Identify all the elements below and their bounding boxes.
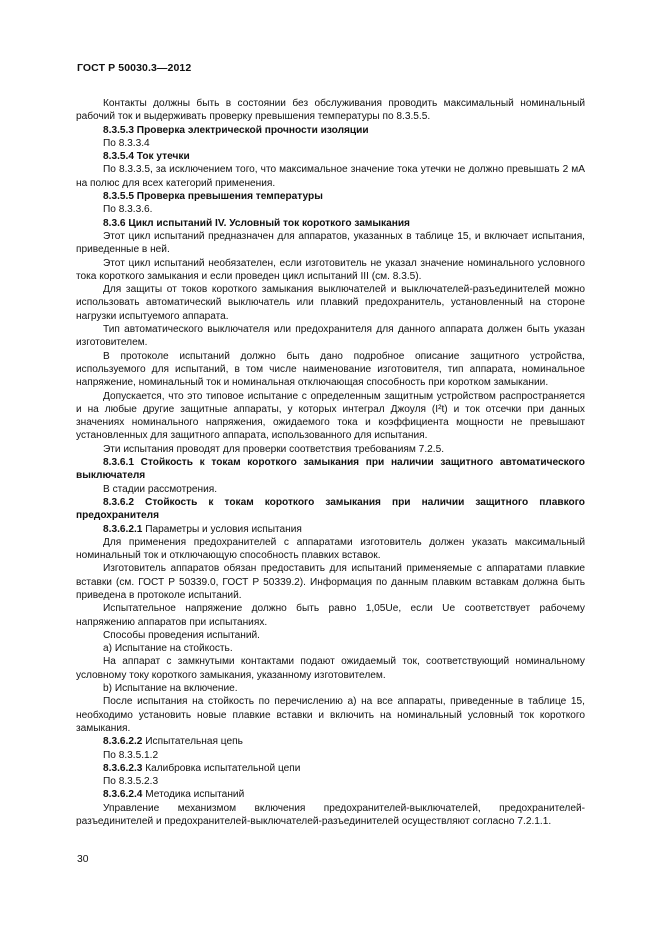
body-paragraph: По 8.3.5.1.2 [103, 749, 159, 761]
body-paragraph: В стадии рассмотрения. [103, 483, 218, 495]
section-number: 8.3.6.1 [103, 457, 134, 469]
section-number: 8.3.6.2 [103, 496, 134, 508]
body-paragraph: По 8.3.5.2.3 [103, 776, 159, 788]
body-paragraph: Для защиты от токов короткого замыкания выключателей и выключателей-разъединителей можно использовать автоматический выключатель или плавкий предохранитель, установленный на стороне нагрузки испытуемого аппарата. [76, 284, 585, 322]
document-standard-header: ГОСТ Р 50030.3—2012 [77, 62, 192, 74]
section-heading [76, 217, 585, 230]
subsection-title: Методика испытаний [145, 789, 245, 801]
body-paragraph: На аппарат с замкнутыми контактами подают ожидаемый ток, соответствующий номинальному условному току короткого замыкания, указанному изготовителем. [76, 656, 585, 681]
body-paragraph: Управление механизмом включения предохранителей-выключателей, предохранителей-разъединителей и предохранителей-выключателей-разъединителей осуществляют согласно 7.2.1.1. [76, 802, 585, 828]
section-number: 8.3.5.3 [103, 124, 134, 136]
section-number: 8.3.6 [103, 217, 126, 229]
list-item: b) Испытание на включение. [103, 683, 238, 695]
body-paragraph: Способы проведения испытаний. [103, 629, 260, 641]
subsection-number: 8.3.6.2.4 [103, 789, 143, 801]
body-paragraph: Испытательное напряжение должно быть равно 1,05Ue, если Ue соответствует рабочему напряжению аппаратов при испытаниях. [76, 603, 585, 628]
subsection-heading [76, 788, 585, 801]
section-heading [76, 496, 585, 523]
section-title: Стойкость к токам короткого замыкания при наличии защитного плавкого предохранителя [76, 496, 585, 522]
body-paragraph: Этот цикл испытаний предназначен для аппаратов, указанных в таблице 15, и включает испытания, приведенные в ней. [76, 230, 585, 256]
section-title: Стойкость к токам короткого замыкания при наличии защитного автоматического выключателя [76, 457, 585, 482]
section-title: Ток утечки [136, 151, 190, 163]
section-title: Проверка электрической прочности изоляции [136, 124, 369, 136]
section-heading [76, 456, 585, 483]
list-item: а) Испытание на стойкость. [103, 643, 233, 655]
document-body [76, 97, 585, 828]
section-number: 8.3.5.5 [103, 191, 134, 203]
body-paragraph: По 8.3.3.6. [103, 204, 153, 216]
subsection-heading [76, 735, 585, 748]
body-paragraph: Этот цикл испытаний необязателен, если изготовитель не указал значение номинального условного тока короткого замыкания и если проведен цикл испытаний III (см. 8.3.5). [76, 257, 585, 282]
body-paragraph: По 8.3.3.5, за исключением того, что максимальное значение тока утечки не должно превышать 2 мА на полюс для всех категорий применения. [76, 164, 585, 189]
subsection-number: 8.3.6.2.1 [103, 523, 143, 535]
section-title: Проверка превышения температуры [136, 191, 323, 203]
subsection-title: Параметры и условия испытания [145, 523, 302, 535]
section-number: 8.3.5.4 [103, 151, 134, 163]
subsection-title: Испытательная цепь [145, 736, 243, 748]
body-paragraph: Изготовитель аппаратов обязан предоставить для испытаний применяемые с аппаратами плавкие вставки (см. ГОСТ Р 50339.0, ГОСТ Р 50339.2). Информация по данным плавким вставкам должна быть приведена в протоколе испытаний. [76, 563, 585, 601]
subsection-number: 8.3.6.2.3 [103, 762, 143, 774]
body-paragraph: Для применения предохранителей с аппаратами изготовитель должен указать максимальный номинальный ток и отключающую способность плавких вставок. [76, 536, 585, 562]
subsection-heading [76, 523, 585, 536]
body-paragraph: После испытания на стойкость по перечислению а) на все аппараты, приведенные в таблице 15, необходимо установить новые плавкие вставки и включить на номинальный условный ток короткого замыкания. [76, 696, 585, 734]
subsection-number: 8.3.6.2.2 [103, 736, 143, 748]
subsection-heading [76, 762, 585, 775]
body-paragraph: Контакты должны быть в состоянии без обслуживания проводить максимальный номинальный рабочий ток и выдерживать проверку превышения температуры по 8.3.5.5. [76, 98, 585, 123]
body-paragraph: Тип автоматического выключателя или предохранителя для данного аппарата должен быть указан изготовителем. [76, 324, 585, 349]
section-title: Цикл испытаний IV. Условный ток короткого замыкания [128, 217, 410, 229]
section-heading [76, 190, 585, 203]
subsection-title: Калибровка испытательной цепи [145, 762, 301, 774]
section-heading [76, 150, 585, 163]
body-paragraph: Эти испытания проводят для проверки соответствия требованиям 7.2.5. [103, 443, 445, 455]
section-heading [76, 124, 585, 137]
body-paragraph: В протоколе испытаний должно быть дано подробное описание защитного устройства, используемого для испытаний, в том числе наименование изготовителя, тип аппарата, номинальное напряжение, номинальный ток и номинальная отключающая способность при коротком замыкании. [76, 350, 585, 389]
body-paragraph: Допускается, что это типовое испытание с определенным защитным устройством распространяется и на любые другие защитные аппараты, у которых интеграл Джоуля (I²t) и ток отсечки при данных значениях номинального напряжения, ожидаемого тока и коэффициента мощности не превышают установленных для защитного аппарата, использованного для испытания. [76, 390, 585, 442]
page-number: 30 [77, 854, 89, 865]
body-paragraph: По 8.3.3.4 [103, 137, 150, 149]
